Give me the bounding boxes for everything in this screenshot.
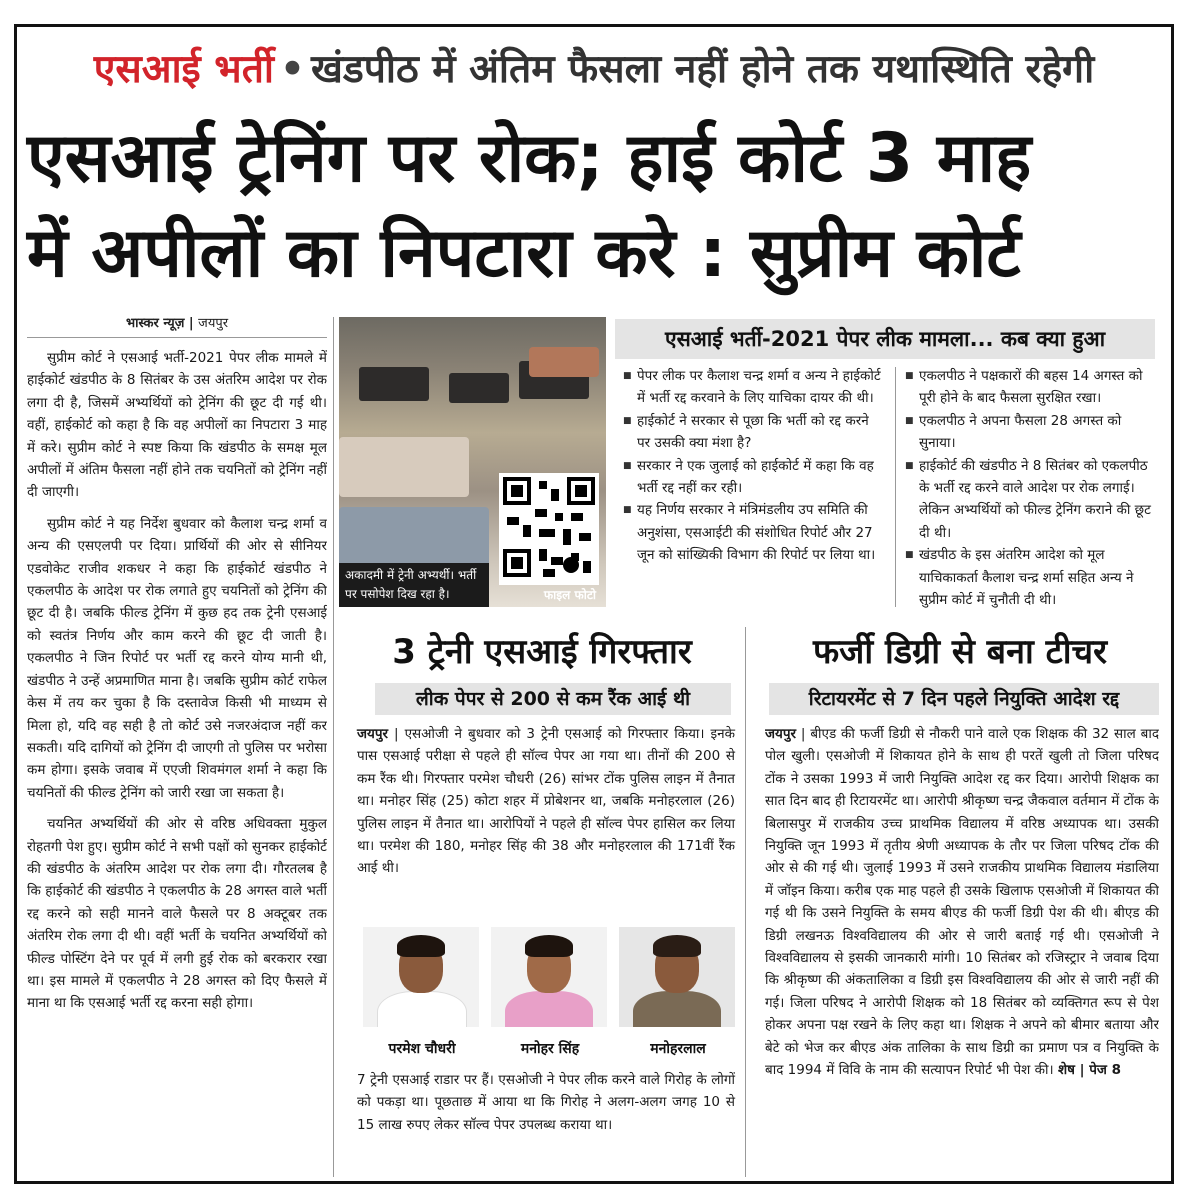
kicker: [17, 41, 1171, 94]
arrest-story-body: जयपुर | एसओजी ने बुधवार को 3 ट्रेनी एसआई को गिरफ्तार किया। इनके पास एसआई परीक्षा से पहले ही सॉल्व पेपर आ गया था। तीनों की 200 से कम रैंक थी। गिरफ्तार परमेश चौधरी (26) सांभर टोंक पुलिस लाइन में तैनात था। मनोहर सिंह (25) कोटा शहर में प्रोबेशनर था, जबकि मनोहरलाल (26) पुलिस लाइन में तैनात था। आरोपियों ने पहले ही सॉल्व पेपर हासिल कर लिया था। परमेश की 180, मनोहर सिंह की 38 और मनोहरलाल की 171वीं रैंक आई थी।: [357, 726, 735, 877]
main-story-paragraph: चयनित अभ्यर्थियों की ओर से वरिष्ठ अधिवक्ता मुकुल रोहतगी पेश हुए। सुप्रीम कोर्ट ने सभी पक्षों को सुनकर हाईकोर्ट की खंडपीठ के अंतरिम आदेश पर रोक लगा दी। गौरतलब है कि हाईकोर्ट की खंडपीठ ने एकलपीठ के 28 अगस्त वाले भर्ती रद्द करने को सही मानने वाले फैसले पर 8 अक्टूबर तक अंतरिम रोक लगा दी थी। वहीं भर्ती के चयनित अभ्यर्थियों को फील्ड पोस्टिंग देने पर पूर्व में लगी हुई रोक को बरकरार रखा था। इस मामले में एकलपीठ ने 28 अगस्त को दिए फैसले में माना था कि एसआई भर्ती रद्द करना सही होगा।: [27, 816, 327, 1012]
continued-marker: शेष | पेज 8: [1057, 1062, 1122, 1079]
main-story: [27, 347, 327, 1177]
timeline-item: ■ हाईकोर्ट की खंडपीठ ने 8 सितंबर को एकलपीठ के भर्ती रद्द करने वाले आदेश पर रोक लगाई। लेकिन अभ्यर्थियों को फील्ड ट्रेनिंग कराने की छूट दी थी।: [905, 455, 1155, 545]
accused-name-2: मनोहर सिंह: [520, 1041, 580, 1057]
teacher-deck: रिटायरमेंट से 7 दिन पहले नियुक्ति आदेश रद्द: [769, 683, 1159, 715]
accused-name-1: परमेश चौधरी: [388, 1041, 456, 1057]
byline: भास्कर न्यूज़ | जयपुर: [125, 316, 229, 331]
timeline-left-column: [623, 365, 885, 567]
timeline-item: ■ एकलपीठ ने पक्षकारों की बहस 14 अगस्त को पूरी होने के बाद फैसला सुरक्षित रखा।: [905, 365, 1155, 410]
accused-photo-2: [491, 927, 607, 1027]
accused-photo-3: [619, 927, 735, 1027]
arrest-story-footer: 7 ट्रेनी एसआई राडार पर हैं। एसओजी ने पेपर लीक करने वाले गिरोह के लोगों को पकड़ा था। पूछताछ में आया था कि गिरोह ने अलग-अलग जगह 10 से 15 लाख रुपए लेकर सॉल्व पेपर उपलब्ध कराया था।: [357, 1072, 735, 1133]
teacher-headline: फर्जी डिग्री से बना टीचर: [812, 632, 1108, 672]
kicker-tag: एसआई भर्ती: [93, 47, 275, 92]
timeline-title: एसआई भर्ती-2021 पेपर लीक मामला... कब क्या हुआ: [615, 319, 1155, 359]
arrest-headline: 3 ट्रेनी एसआई गिरफ्तार: [392, 632, 692, 672]
accused-photo-1: [363, 927, 479, 1027]
main-headline: [27, 111, 1167, 301]
kicker-separator: •: [280, 47, 305, 92]
accused-name-3: मनोहरलाल: [650, 1041, 706, 1057]
timeline-item: ■ खंडपीठ के इस अंतरिम आदेश को मूल याचिकाकर्ता कैलाश चन्द्र शर्मा सहित अन्य ने सुप्रीम कोर्ट में चुनौती दी थी।: [905, 544, 1155, 611]
timeline-item: ■ सरकार ने एक जुलाई को हाईकोर्ट में कहा कि वह भर्ती रद्द नहीं कर रही।: [623, 455, 885, 500]
teacher-body-text: बीएड की फर्जी डिग्री से नौकरी पाने वाले एक शिक्षक की 32 साल बाद पोल खुली। एसओजी में शिकायत होने के साथ ही परतें खुली तो जिला परिषद टोंक ने उसका 1993 में जारी नियुक्ति आदेश रद्द कर दिया। आरोपी शिक्षक का सात दिन बाद ही रिटायरमेंट था। आरोपी श्रीकृष्ण चन्द्र जैकवाल वर्तमान में टोंक के बिलासपुर में राजकीय उच्च प्राथमिक विद्यालय में वरिष्ठ अध्यापक था। उसकी नियुक्ति जून 1993 में तृतीय श्रेणी अध्यापक के तौर पर जिला परिषद टोंक की ओर से की गई थी। जुलाई 1993 में उसने राजकीय प्राथमिक विद्यालय मंडालिया में जॉइन किया। करीब एक माह पहले ही उसके खिलाफ एसओजी में शिकायत की गई थी कि उसने नियुक्ति के समय बीएड की फर्जी डिग्री पेश की थी। बीएड की डिग्री लखनऊ विश्वविद्यालय की ओर से जारी बताई गई थी। एसओजी ने विश्वविद्यालय से इसकी जानकारी मांगी। 10 सितंबर को रजिस्ट्रार ने जवाब दिया कि श्रीकृष्ण की अंकतालिका व डिग्री इस विश्वविद्यालय की ओर से जारी नहीं की गई। जिला परिषद ने आरोपी शिक्षक को 18 सितंबर को व्यक्तिगत रूप से पेश होकर अपना पक्ष रखने के लिए कहा था। शिक्षक ने अपने को बीमार बताया और बेटे को भेज कर बीएड अंक तालिका के साथ डिग्री का प्रमाण पत्र व नियुक्ति के बाद 1994 में विवि के नाम की सत्यापन रिपोर्ट भी पेश की।: [765, 726, 1159, 1079]
timeline-item: ■ एकलपीठ ने अपना फैसला 28 अगस्त को सुनाया।: [905, 410, 1155, 455]
newspaper-page: [14, 24, 1174, 1184]
main-story-paragraph: सुप्रीम कोर्ट ने यह निर्देश बुधवार को कैलाश चन्द्र शर्मा व अन्य की एसएलपी पर दिया। प्रार्थियों की ओर से सीनियर एडवोकेट राजीव शकधर ने कहा कि हाईकोर्ट खंडपीठ ने एकलपीठ के आदेश पर रोक लगाते हुए चयनितों को ट्रेनिंग की छूट दी है। जबकि फील्ड ट्रेनिंग में कुछ हद तक ट्रेनी एसआई को स्वतंत्र निर्णय और काम करने की छूट दी जाती है। एकलपीठ ने जिन रिपोर्ट पर भर्ती रद्द करने योग्य मानी थी, खंडपीठ ने उन्हें अप्रमाणित माना है। जबकि सुप्रीम कोर्ट राफेल केस में तय कर चुका है कि दस्तावेज किसी भी माध्यम से मिला हो, यदि वह सही है तो कोर्ट उसे नजरअंदाज नहीं कर सकती। यदि दागियों को ट्रेनिंग दी जाएगी तो पुलिस पर भरोसा कम होगा। इसके जवाब में एएजी शिवमंगल शर्मा ने कहा कि चयनितों की फील्ड ट्रेनिंग को जारी रखा जा सकता है।: [27, 515, 327, 801]
headline-line-2: में अपीलों का निपटारा करे : सुप्रीम कोर्ट: [27, 214, 1021, 293]
headline-line-1: एसआई ट्रेनिंग पर रोक; हाई कोर्ट 3 माह: [27, 119, 1032, 198]
photo-credit: फाइल फोटो: [543, 588, 596, 602]
main-story-paragraph: सुप्रीम कोर्ट ने एसआई भर्ती-2021 पेपर लीक मामले में हाईकोर्ट खंडपीठ के 8 सितंबर के उस अंतरिम आदेश पर रोक लगा दी है, जिसमें अभ्यर्थियों को ट्रेनिंग की छूट दी गई थी। वहीं, हाईकोर्ट को कहा है कि वह अपीलों का निपटारा 3 माह में करे। सुप्रीम कोर्ट ने स्पष्ट किया कि खंडपीठ के समक्ष मूल अपीलों में अंतिम फैसला नहीं होने तक चयनितों को ट्रेनिंग नहीं दी जाएगी।: [27, 350, 327, 501]
byline-divider: [27, 337, 327, 338]
photo-bed: [359, 367, 429, 401]
arrest-deck: लीक पेपर से 200 से कम रैंक आई थी: [375, 683, 731, 715]
arrest-body-text: एसओजी ने बुधवार को 3 ट्रेनी एसआई को गिरफ्तार किया। इनके पास एसआई परीक्षा से पहले ही सॉल्व पेपर आ गया था। तीनों की 200 से कम रैंक थी। गिरफ्तार परमेश चौधरी (26) सांभर टोंक पुलिस लाइन में तैनात था। मनोहर सिंह (25) कोटा शहर में प्रोबेशनर था, जबकि मनोहरलाल (26) पुलिस लाइन में तैनात था। आरोपियों ने पहले ही सॉल्व पेपर हासिल कर लिया था। परमेश की 180, मनोहर सिंह की 38 और मनोहरलाल की 171वीं रैंक आई थी।: [357, 726, 735, 877]
arrest-dateline: जयपुर: [357, 726, 389, 742]
photo-caption: अकादमी में ट्रेनी अभ्यर्थी। भर्ती पर पसोपेश दिख रहा है।: [339, 563, 489, 607]
byline-agency: भास्कर न्यूज़: [125, 316, 185, 331]
teacher-dateline: जयपुर: [765, 726, 797, 742]
photo-bed: [449, 373, 509, 403]
photo-sheet: [339, 437, 469, 497]
photo-blanket: [529, 347, 599, 377]
kicker-subhead: खंडपीठ में अंतिम फैसला नहीं होने तक यथास्थिति रहेगी: [310, 47, 1095, 92]
timeline-right-column: [905, 365, 1155, 611]
timeline-item: ■ यह निर्णय सरकार ने मंत्रिमंडलीय उप समिति की अनुशंसा, एसआईटी की संशोधित रिपोर्ट और 27 जून को सांख्यिकी विभाग की रिपोर्ट पर लिया था।: [623, 499, 885, 566]
qr-code[interactable]: [499, 473, 599, 585]
column-divider: [333, 317, 334, 1177]
timeline-item: ■ पेपर लीक पर कैलाश चन्द्र शर्मा व अन्य ने हाईकोर्ट में भर्ती रद्द करवाने के लिए याचिका दायर की थी।: [623, 365, 885, 410]
training-photo: [339, 317, 606, 607]
story-divider: [745, 627, 746, 1177]
byline-city: जयपुर: [198, 316, 229, 331]
timeline-divider: [895, 367, 896, 607]
timeline-item: ■ हाईकोर्ट ने सरकार से पूछा कि भर्ती को रद्द करने पर उसकी क्या मंशा है?: [623, 410, 885, 455]
teacher-story-body: जयपुर | बीएड की फर्जी डिग्री से नौकरी पाने वाले एक शिक्षक की 32 साल बाद पोल खुली। एसओजी में शिकायत होने के साथ ही परतें खुली तो जिला परिषद टोंक ने उसका 1993 में जारी नियुक्ति आदेश रद्द कर दिया। आरोपी शिक्षक का सात दिन बाद ही रिटायरमेंट था। आरोपी श्रीकृष्ण चन्द्र जैकवाल वर्तमान में टोंक के बिलासपुर में राजकीय उच्च प्राथमिक विद्यालय में वरिष्ठ अध्यापक था। उसकी नियुक्ति जून 1993 में तृतीय श्रेणी अध्यापक के तौर पर जिला परिषद टोंक की ओर से की गई थी। जुलाई 1993 में उसने राजकीय प्राथमिक विद्यालय मंडालिया में जॉइन किया। करीब एक माह पहले ही उसके खिलाफ एसओजी में शिकायत की गई थी कि उसने नियुक्ति के समय बीएड की फर्जी डिग्री पेश की थी। बीएड की डिग्री लखनऊ विश्वविद्यालय की ओर से जारी बताई गई थी। एसओजी ने विश्वविद्यालय से इसकी जानकारी मांगी। 10 सितंबर को रजिस्ट्रार ने जवाब दिया कि श्रीकृष्ण की अंकतालिका व डिग्री इस विश्वविद्यालय की ओर से जारी नहीं की गई। जिला परिषद ने आरोपी शिक्षक को 18 सितंबर को व्यक्तिगत रूप से पेश होकर अपना पक्ष रखने के लिए कहा था। शिक्षक ने अपने को बीमार बताया और बेटे को भेज कर बीएड अंक तालिका के साथ डिग्री का प्रमाण पत्र व नियुक्ति के बाद 1994 में विवि के नाम की सत्यापन रिपोर्ट भी पेश की। शेष | पेज 8: [765, 726, 1159, 1079]
